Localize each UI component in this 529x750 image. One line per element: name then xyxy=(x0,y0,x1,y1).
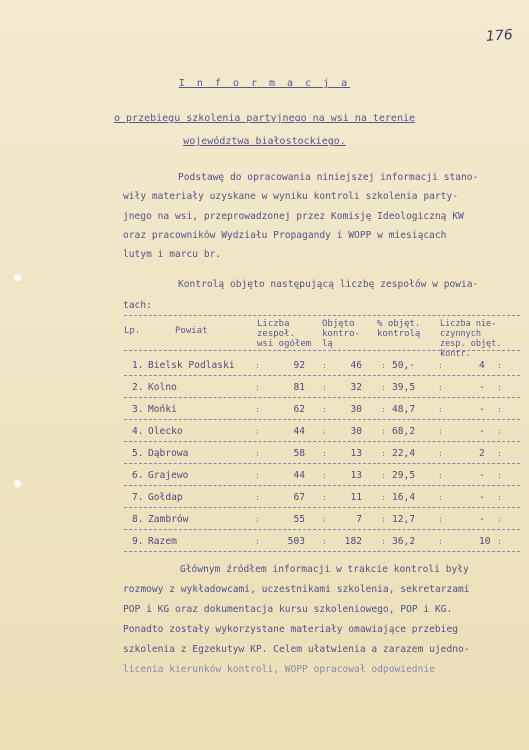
column-separator: : xyxy=(438,405,443,414)
cell-lp: 5. xyxy=(132,448,144,459)
closing-line: licenia kierunków kontroli, WOPP opracował odpowiednie xyxy=(123,664,435,675)
column-separator: : xyxy=(438,427,443,436)
cell-nieczynne: - xyxy=(479,426,485,437)
column-separator: : xyxy=(255,449,260,458)
cell-lp: 7. xyxy=(132,492,144,503)
cell-nieczynne: - xyxy=(479,404,485,415)
document-subtitle-line1: o przebiegu szkolenia partyjnego na wsi na terenie xyxy=(113,113,416,124)
column-separator: : xyxy=(438,471,443,480)
cell-liczba: 58 xyxy=(293,448,305,459)
table-rule xyxy=(124,315,520,316)
cell-nieczynne: 4 xyxy=(479,360,485,371)
cell-powiat: Kolno xyxy=(148,382,177,393)
cell-liczba: 81 xyxy=(293,382,305,393)
cell-liczba: 92 xyxy=(293,360,305,371)
column-separator: : xyxy=(322,405,327,414)
cell-powiat: Razem xyxy=(148,536,177,547)
table-rule xyxy=(124,551,520,552)
column-separator: : xyxy=(255,405,260,414)
column-separator: : xyxy=(438,383,443,392)
column-separator: : xyxy=(381,449,386,458)
cell-procent: 50,- xyxy=(392,360,416,371)
column-separator: : xyxy=(255,427,260,436)
cell-procent: 39,5 xyxy=(392,382,416,393)
cell-liczba: 44 xyxy=(293,470,305,481)
column-separator: : xyxy=(497,493,502,502)
intro-line: jnego na wsi, przeprowadzonej przez Komisję Ideologiczną KW xyxy=(123,211,464,222)
cell-procent: 68,2 xyxy=(392,426,416,437)
column-separator: : xyxy=(381,537,386,546)
header-lp: Lp. xyxy=(124,326,141,336)
closing-line: rozmowy z wykładowcami, uczestnikami szkolenia, sekretarzami xyxy=(123,584,470,595)
cell-procent: 22,4 xyxy=(392,448,416,459)
punch-hole xyxy=(13,479,22,488)
cell-powiat: Gołdap xyxy=(148,492,183,503)
column-separator: : xyxy=(497,515,502,524)
cell-liczba: 503 xyxy=(287,536,305,547)
cell-objeto: 32 xyxy=(350,382,362,393)
cell-nieczynne: 10 xyxy=(479,536,491,547)
table-rule xyxy=(124,350,520,351)
column-separator: : xyxy=(497,449,502,458)
table-rule xyxy=(124,441,520,442)
header-nieczynne: Liczba nie- czynnych zesp. objęt. kontr. xyxy=(440,319,502,359)
column-separator: : xyxy=(497,471,502,480)
column-separator: : xyxy=(438,537,443,546)
column-separator: : xyxy=(322,537,327,546)
column-separator: : xyxy=(255,383,260,392)
column-separator: : xyxy=(322,361,327,370)
page-number: 176 xyxy=(485,27,514,45)
table-rule xyxy=(124,419,520,420)
column-separator: : xyxy=(322,515,327,524)
header-objeto: Objęto kontro- lą xyxy=(322,319,360,349)
cell-procent: 36,2 xyxy=(392,536,416,547)
column-separator: : xyxy=(438,493,443,502)
column-separator: : xyxy=(497,405,502,414)
column-separator: : xyxy=(381,471,386,480)
cell-nieczynne: - xyxy=(479,492,485,503)
closing-line: Ponadto zostały wykorzystane materiały omawiające przebieg xyxy=(123,624,459,635)
cell-powiat: Grajewo xyxy=(148,470,189,481)
column-separator: : xyxy=(381,383,386,392)
cell-objeto: 46 xyxy=(350,360,362,371)
cell-lp: 4. xyxy=(132,426,144,437)
column-separator: : xyxy=(322,427,327,436)
table-rule xyxy=(124,397,520,398)
cell-procent: 12,7 xyxy=(392,514,416,525)
document-subtitle-line2: województwa białostockiego. xyxy=(183,136,346,147)
cell-powiat: Mońki xyxy=(148,404,177,415)
cell-powiat: Bielsk Podlaski xyxy=(148,360,235,371)
column-separator: : xyxy=(438,515,443,524)
intro-line: lutym i marcu br. xyxy=(123,249,222,260)
intro-line: oraz pracowników Wydziału Propagandy i WOPP w miesiącach xyxy=(123,230,447,241)
column-separator: : xyxy=(381,493,386,502)
column-separator: : xyxy=(322,449,327,458)
cell-objeto: 13 xyxy=(350,448,362,459)
cell-objeto: 182 xyxy=(344,536,362,547)
cell-objeto: 30 xyxy=(350,426,362,437)
header-liczba: Liczba zespoł. wsi ogółem xyxy=(257,319,312,349)
column-separator: : xyxy=(255,493,260,502)
document-title: I n f o r m a c j a xyxy=(178,78,351,89)
cell-lp: 9. xyxy=(132,536,144,547)
cell-procent: 48,7 xyxy=(392,404,416,415)
column-separator: : xyxy=(255,537,260,546)
cell-liczba: 62 xyxy=(293,404,305,415)
cell-lp: 3. xyxy=(132,404,144,415)
column-separator: : xyxy=(438,361,443,370)
cell-lp: 1. xyxy=(132,360,144,371)
cell-nieczynne: - xyxy=(479,514,485,525)
column-separator: : xyxy=(497,427,502,436)
closing-line: POP i KG oraz dokumentacja kursu szkoleniowego, POP i KG. xyxy=(123,604,453,615)
table-intro-line: tach: xyxy=(123,300,152,311)
cell-lp: 8. xyxy=(132,514,144,525)
column-separator: : xyxy=(322,383,327,392)
cell-nieczynne: - xyxy=(479,470,485,481)
table-rule xyxy=(124,463,520,464)
cell-liczba: 67 xyxy=(293,492,305,503)
cell-nieczynne: 2 xyxy=(479,448,485,459)
column-separator: : xyxy=(438,449,443,458)
table-intro-line: Kontrolą objęto następującą liczbę zespołów w powia- xyxy=(178,279,479,290)
column-separator: : xyxy=(381,405,386,414)
cell-procent: 29,5 xyxy=(392,470,416,481)
column-separator: : xyxy=(381,361,386,370)
table-rule xyxy=(124,375,520,376)
column-separator: : xyxy=(381,515,386,524)
cell-powiat: Zambrów xyxy=(148,514,189,525)
column-separator: : xyxy=(255,515,260,524)
table-rule xyxy=(124,507,520,508)
cell-powiat: Olecko xyxy=(148,426,183,437)
table-rule xyxy=(124,529,520,530)
cell-liczba: 44 xyxy=(293,426,305,437)
column-separator: : xyxy=(322,471,327,480)
cell-objeto: 13 xyxy=(350,470,362,481)
closing-line: Głównym źródłem informacji w trakcie kontroli były xyxy=(180,564,469,575)
column-separator: : xyxy=(497,383,502,392)
cell-procent: 16,4 xyxy=(392,492,416,503)
cell-objeto: 7 xyxy=(356,514,362,525)
intro-line: wiły materiały uzyskane w wyniku kontroli szkolenia party- xyxy=(123,191,459,202)
cell-powiat: Dąbrowa xyxy=(148,448,189,459)
column-separator: : xyxy=(255,471,260,480)
header-procent: % objęt. kontrolą xyxy=(377,319,421,339)
column-separator: : xyxy=(497,537,502,546)
column-separator: : xyxy=(322,493,327,502)
column-separator: : xyxy=(255,361,260,370)
cell-objeto: 30 xyxy=(350,404,362,415)
cell-objeto: 11 xyxy=(350,492,362,503)
table-rule xyxy=(124,485,520,486)
punch-hole xyxy=(13,273,22,282)
column-separator: : xyxy=(497,361,502,370)
cell-lp: 2. xyxy=(132,382,144,393)
cell-nieczynne: - xyxy=(479,382,485,393)
column-separator: : xyxy=(381,427,386,436)
closing-line: szkolenia z Egzekutyw KP. Celem ułatwienia a zarazem ujedno- xyxy=(123,644,470,655)
cell-liczba: 55 xyxy=(293,514,305,525)
intro-line: Podstawę do opracowania niniejszej informacji stano- xyxy=(178,172,479,183)
cell-lp: 6. xyxy=(132,470,144,481)
header-powiat: Powiat xyxy=(175,326,208,336)
